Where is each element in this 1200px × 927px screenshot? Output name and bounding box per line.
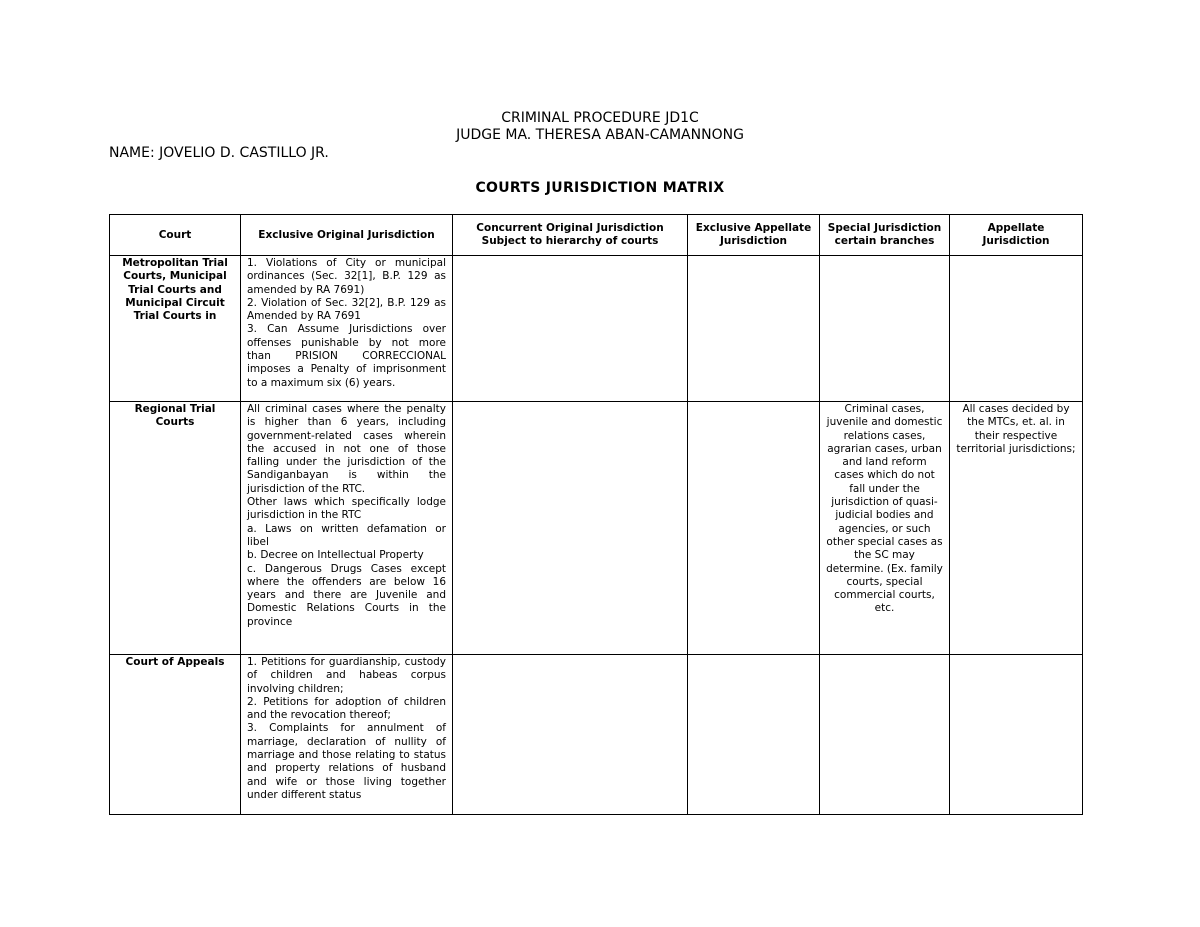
appellate-cell: All cases decided by the MTCs, et. al. in their respective territorial jurisdictions;: [950, 402, 1083, 655]
table-header-row: [110, 215, 1083, 256]
exclusive-appellate-cell: [688, 655, 820, 815]
exclusive-appellate-cell: [688, 402, 820, 655]
appellate-cell: [950, 655, 1083, 815]
student-name: NAME: JOVELIO D. CASTILLO JR.: [109, 145, 329, 161]
header-concurrent-original: Concurrent Original Jurisdiction Subject to hierarchy of courts: [453, 215, 688, 256]
exclusive-original-cell: [241, 256, 453, 402]
course-title: CRIMINAL PROCEDURE JD1C: [501, 110, 699, 126]
concurrent-original-cell: [453, 402, 688, 655]
special-jurisdiction-cell: [820, 256, 950, 402]
header-court: Court: [110, 215, 241, 256]
cell-line: 2. Violation of Sec. 32[2], B.P. 129 as Amended by RA 7691: [247, 296, 446, 323]
cell-line: All criminal cases where the penalty is higher than 6 years, including government-related cases wherein the accused in not one of those falling under the jurisdiction of the Sandiganbayan is within the jurisdiction of the RTC.: [247, 403, 446, 495]
header-exclusive-appellate: Exclusive Appellate Jurisdiction: [688, 215, 820, 256]
exclusive-original-cell: [241, 402, 453, 655]
header-appellate: Appellate Jurisdiction: [950, 215, 1083, 256]
table-row: [110, 402, 1083, 655]
cell-line: 2. Petitions for adoption of children and the revocation thereof;: [247, 695, 446, 722]
cell-line: Other laws which specifically lodge jurisdiction in the RTC: [247, 496, 446, 522]
court-name-cell: Metropolitan Trial Courts, Municipal Trial Courts and Municipal Circuit Trial Courts in: [110, 256, 241, 402]
cell-line: 1. Petitions for guardianship, custody of children and habeas corpus involving children;: [247, 656, 446, 695]
cell-line: c. Dangerous Drugs Cases except where the offenders are below 16 years and there are Juvenile and Domestic Relations Courts in the province: [247, 562, 446, 628]
jurisdiction-matrix-table: [109, 214, 1083, 815]
court-name-cell: Regional Trial Courts: [110, 402, 241, 655]
appellate-cell: [950, 256, 1083, 402]
matrix-title: COURTS JURISDICTION MATRIX: [475, 180, 725, 196]
concurrent-original-cell: [453, 655, 688, 815]
exclusive-appellate-cell: [688, 256, 820, 402]
special-jurisdiction-cell: Criminal cases, juvenile and domestic relations cases, agrarian cases, urban and land reform cases which do not fall under the jurisdiction of quasi-judicial bodies and agencies, or such other special cases as the SC may determine. (Ex. family courts, special commercial courts, etc.: [820, 402, 950, 655]
cell-line: 1. Violations of City or municipal ordinances (Sec. 32[1], B.P. 129 as amended by RA 7691): [247, 257, 446, 296]
court-name-cell: Court of Appeals: [110, 655, 241, 815]
concurrent-original-cell: [453, 256, 688, 402]
cell-line: b. Decree on Intellectual Property: [247, 549, 424, 562]
header-exclusive-original: Exclusive Original Jurisdiction: [241, 215, 453, 256]
special-jurisdiction-cell: [820, 655, 950, 815]
header-special-jurisdiction: Special Jurisdiction certain branches: [820, 215, 950, 256]
cell-line: 3. Complaints for annulment of marriage, declaration of nullity of marriage and those relating to status and property relations of husband and wife or those living together under different status: [247, 722, 446, 801]
exclusive-original-cell: [241, 655, 453, 815]
table-row: [110, 256, 1083, 402]
table-row: [110, 655, 1083, 815]
cell-line: a. Laws on written defamation or libel: [247, 522, 446, 548]
cell-line: 3. Can Assume Jurisdictions over offenses punishable by not more than PRISION CORRECCIONAL imposes a Penalty of imprisonment to a maximum six (6) years.: [247, 323, 446, 389]
judge-name: JUDGE MA. THERESA ABAN-CAMANNONG: [456, 127, 744, 143]
